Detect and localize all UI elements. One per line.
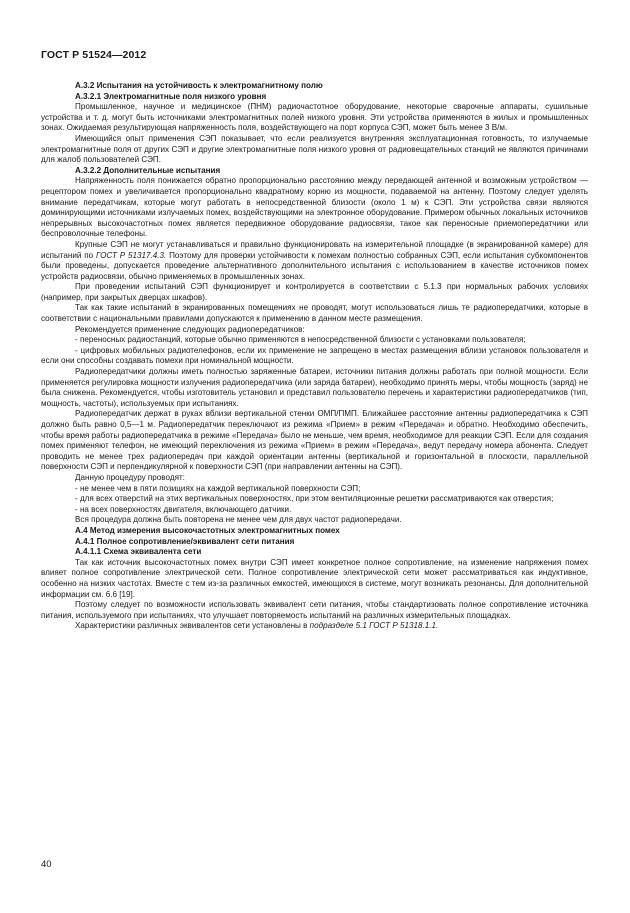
paragraph [41, 484, 588, 495]
paragraph-text: Данную процедуру проводят: [75, 472, 185, 482]
paragraph-text: A.3.2.1 Электромагнитные поля низкого уровня [75, 91, 267, 101]
paragraph [41, 325, 588, 336]
paragraph-text: - на всех поверхностях двигателя, включающего датчики. [75, 504, 292, 514]
paragraph [41, 134, 588, 166]
paragraph-text: Радиопередатчик держат в руках вблизи вертикальной стенки ОМП/ПМП. Ближайшее расстояние антенны радиопередатчика к СЭП должно быть равно 0,5—1 м. Радиопередатчик переключают из режима «Прием» в режим «Передача» и обратно. Необходимо обеспечить, чтобы время работы радиопередатчика в режиме «Передача» было не меньше, чем время, необходимое для реакции СЭП. Если для создания помех применяют телефон, не имеющий переключения из режима «Прием» в режим «Передача», ведут передачу номера абонента. Следует проводить не менее трех радиопередач при каждой ориентации антенны (вертикальной и горизонтальной в плоскости, параллельной поверхности СЭП и перпендикулярной к поверхности СЭП (при направлении антенны на СЭП). [41, 409, 588, 472]
paragraph-text: Имеющийся опыт применения СЭП показывает, что если реализуется внутренняя эксплуатационная готовность, то излучаемые электромагнитные поля от других СЭП и другие электромагнитные поля низкого уровня от радиовещательных станций не являются причинами для жалоб пользователей СЭП. [41, 133, 588, 165]
paragraph-text: А.4 Метод измерения высокочастотных электромагнитных помех [75, 525, 340, 535]
paragraph [41, 102, 588, 134]
paragraph [41, 621, 588, 632]
paragraph-text: Напряженность поля понижается обратно пропорционально расстоянию между передающей антенной и возможным устройством — рецептором помех и увеличивается пропорционально квадратному корню из мощности, подаваемой на антенну. Поэтому следует уделять внимание передатчикам, которые могут работать в непосредственной близости (около 1 м) к СЭП. Эти устройства связи являются доминирующими источниками излучаемых помех, воздействующими на электронное оборудование. Примером обычных локальных источников непрерывных высокочастотных помех является передвижное оборудование радиосвязи, такое как переносные приемопередатчики или беспроволочные телефоны. [41, 176, 588, 239]
paragraph [41, 240, 588, 282]
paragraph-text: Так как источник высокочастотных помех внутри СЭП имеет конкретное полное сопротивление, на изменение напряжения помех влияет полное сопротивление электрической сети. Полное сопротивление электрической сети может рассматриваться как индуктивное, особенно на низких частотах. Вместе с тем из-за различных емкостей, имеющихся в системе, могут возникать резонансы. Для дополнительной информации см. 6.6 [19]. [41, 557, 588, 599]
paragraph-text: Вся процедура должна быть повторена не менее чем для двух частот радиопередачи. [75, 515, 402, 525]
paragraph [41, 367, 588, 409]
paragraph [41, 303, 588, 324]
paragraph [41, 335, 588, 346]
standard-reference: подразделе 5.1 ГОСТ Р 51318.1.1. [309, 621, 439, 631]
paragraph-text: Крупные СЭП не могут устанавливаться и правильно функционировать на измерительной площадке (в экранированной камере) для испытаний по [41, 239, 588, 260]
paragraph-text: A.3.2 Испытания на устойчивость к электромагнитному полю [75, 81, 323, 90]
paragraph-text: - цифровых мобильных радиотелефонов, если их применение не запрещено в местах размещения вблизи установок пользователя и если они способны создавать помехи при номинальной мощности. [41, 345, 588, 366]
paragraph-text: А.4.1 Полное сопротивление/эквивалент сети питания [75, 536, 295, 546]
paragraph-text: Рекомендуется применение следующих радиопередатчиков: [75, 324, 305, 334]
paragraph-text: Промышленное, научное и медицинское (ПНМ) радиочастотное оборудование, некоторые сварочные аппараты, сушильные устройства и т. д. могут быть источниками электромагнитных полей низкого уровня. Эти устройства применяются в жилых и промышленных зонах. Ожидаемая результирующая напряженность поля, воздействующего на порт корпуса СЭП, может быть менее 3 В/м. [41, 102, 588, 133]
paragraph-text: A.3.2.2 Дополнительные испытания [75, 165, 221, 175]
paragraph-text: При проведении испытаний СЭП функционирует и контролируется в соответствии с 5.1.3 при нормальных рабочих условиях (например, при закрытых дверцах шкафов). [41, 282, 588, 302]
paragraph-text: Радиопередатчики должны иметь полностью заряженные батареи, источники питания должны работать при полной мощности. Если применяется регулировка мощности излучения радиопередатчика (или заряда батареи), необходимо принять меры, чтобы мощность (заряд) не была снижена. Рекомендуется, чтобы изготовитель установил и представил пользователю перечень и характеристики радиопередатчиков (тип, мощность, частоты), используемых при испытаниях. [41, 367, 588, 408]
paragraph-text: Поэтому для проверки устойчивости к помехам полностью собранных СЭП, если испытания субкомпонентов были проведены, допускается проведение альтернативного дополнительного испытания с использованием в качестве источников помех устройств радиосвязи, обычно применяемых в промышленных зонах. [41, 250, 588, 281]
document-body [41, 81, 588, 632]
paragraph [41, 558, 588, 600]
paragraph-text: Так как такие испытаний в экранированных помещениях не проводят, могут использоваться лишь те радиопередатчики, которые в соответствии с национальными правилами допускаются к применению в данном месте размещения. [41, 303, 588, 324]
paragraph-text: - не менее чем в пяти позициях на каждой вертикальной поверхности СЭП; [75, 483, 361, 493]
paragraph [41, 409, 588, 473]
section-heading [41, 92, 588, 103]
document-header: ГОСТ Р 51524—2012 [41, 49, 147, 61]
section-heading [41, 81, 588, 92]
section-heading [41, 537, 588, 548]
section-heading [41, 526, 588, 537]
paragraph-text: - для всех отверстий на этих вертикальных поверхностях, при этом вентиляционные решетки рассматриваются как отверстия; [75, 494, 554, 504]
paragraph [41, 282, 588, 303]
section-heading [41, 166, 588, 177]
paragraph-text: - переносных радиостанций, которые обычно применяются в непосредственной близости с установками пользователя; [75, 335, 526, 345]
paragraph-text: Характеристики различных эквивалентов сети установлены в [75, 621, 310, 631]
page-number: 40 [41, 859, 52, 870]
paragraph [41, 176, 588, 240]
standard-reference: ГОСТ Р 51317.4.3. [95, 250, 167, 260]
section-heading [41, 547, 588, 558]
paragraph [41, 515, 588, 526]
paragraph-text: А.4.1.1 Схема эквивалента сети [75, 547, 202, 557]
paragraph [41, 505, 588, 516]
paragraph [41, 346, 588, 367]
paragraph [41, 473, 588, 484]
paragraph [41, 494, 588, 505]
paragraph-text: Поэтому следует по возможности использовать эквивалент сети питания, чтобы стандартизовать полное сопротивление источника питания, используемого при испытаниях, что улучшает повторяемость испытаний на различных измерительных площадках. [41, 600, 588, 620]
paragraph [41, 600, 588, 621]
